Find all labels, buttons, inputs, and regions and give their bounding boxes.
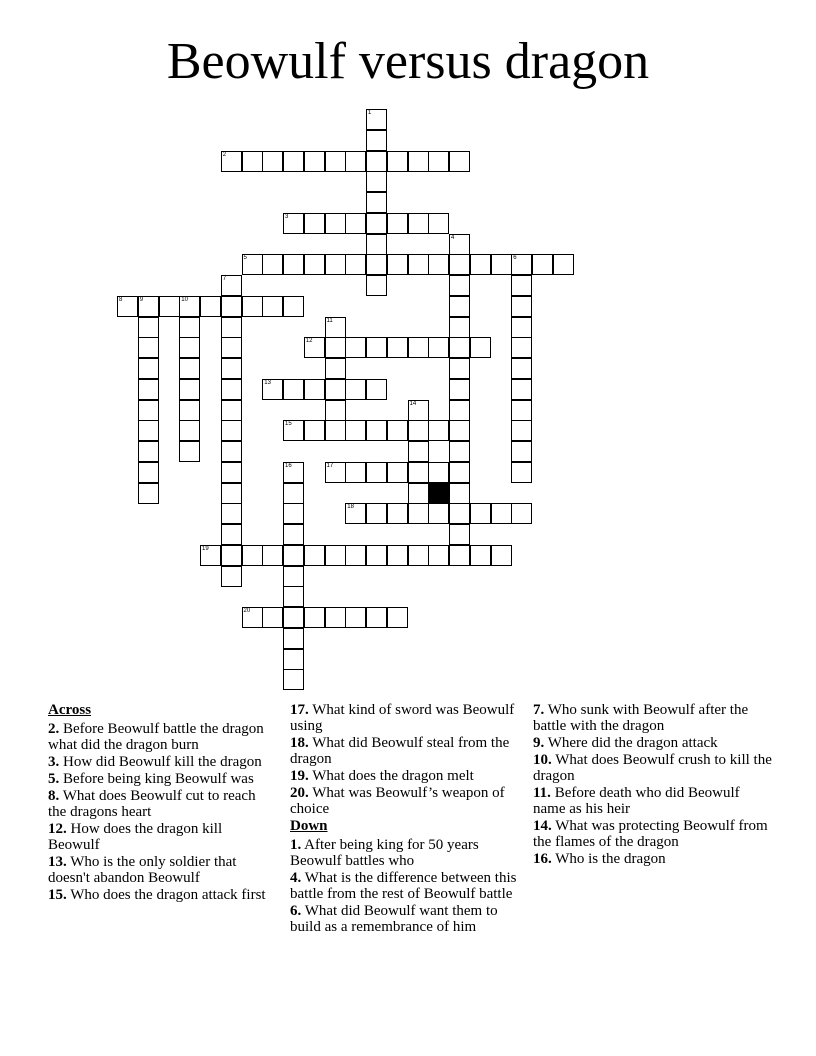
clue-item: 1. After being king for 50 years Beowulf battles who bbox=[290, 837, 479, 869]
grid-cell[interactable] bbox=[449, 337, 470, 358]
grid-cell[interactable] bbox=[366, 545, 387, 566]
grid-cell[interactable] bbox=[449, 317, 470, 338]
grid-cell[interactable] bbox=[221, 337, 242, 358]
grid-cell[interactable] bbox=[428, 545, 449, 566]
grid-cell[interactable] bbox=[511, 400, 532, 421]
clue-item: 17. What kind of sword was Beowulf using bbox=[290, 702, 515, 734]
grid-cell[interactable] bbox=[366, 171, 387, 192]
clue-item-number: 15. bbox=[48, 887, 67, 903]
across-clue-list-part2 bbox=[290, 702, 520, 817]
clues-column-1 bbox=[48, 702, 268, 904]
grid-cell[interactable] bbox=[304, 254, 325, 275]
clue-item: 7. Who sunk with Beowulf after the battle with the dragon bbox=[533, 702, 749, 734]
grid-cell[interactable] bbox=[283, 628, 304, 649]
grid-cell[interactable] bbox=[304, 379, 325, 400]
grid-cell[interactable] bbox=[345, 420, 366, 441]
grid-cell[interactable] bbox=[366, 234, 387, 255]
grid-cell[interactable] bbox=[345, 503, 366, 524]
across-clue-list-part1 bbox=[48, 721, 268, 903]
grid-cell[interactable] bbox=[491, 545, 512, 566]
grid-cell[interactable] bbox=[449, 420, 470, 441]
clue-item: 5. Before being king Beowulf was bbox=[48, 771, 254, 787]
clue-number: 16 bbox=[285, 462, 292, 469]
grid-cell[interactable] bbox=[283, 503, 304, 524]
clue-number: 6 bbox=[513, 255, 517, 262]
clue-item-number: 2. bbox=[48, 721, 60, 737]
grid-cell[interactable] bbox=[387, 254, 408, 275]
grid-cell[interactable] bbox=[470, 545, 491, 566]
grid-cell[interactable] bbox=[283, 462, 304, 483]
grid-cell[interactable] bbox=[408, 400, 429, 421]
grid-cell[interactable] bbox=[511, 254, 532, 275]
grid-cell[interactable] bbox=[470, 503, 491, 524]
grid-cell[interactable] bbox=[366, 379, 387, 400]
clue-item-number: 3. bbox=[48, 754, 60, 770]
clue-item-number: 18. bbox=[290, 735, 309, 751]
clue-item: 11. Before death who did Beowulf name as his heir bbox=[533, 785, 740, 817]
grid-cell[interactable] bbox=[283, 483, 304, 504]
grid-cell[interactable] bbox=[221, 503, 242, 524]
grid-cell[interactable] bbox=[449, 254, 470, 275]
grid-cell[interactable] bbox=[511, 317, 532, 338]
clue-number: 3 bbox=[285, 213, 289, 220]
clue-item-number: 8. bbox=[48, 788, 60, 804]
grid-cell[interactable] bbox=[138, 358, 159, 379]
grid-cell[interactable] bbox=[325, 254, 346, 275]
grid-cell[interactable] bbox=[491, 503, 512, 524]
clue-item: 9. Where did the dragon attack bbox=[533, 735, 718, 751]
grid-cell[interactable] bbox=[325, 213, 346, 234]
clue-number: 19 bbox=[202, 545, 209, 552]
clue-item-number: 9. bbox=[533, 735, 545, 751]
grid-cell[interactable] bbox=[511, 441, 532, 462]
grid-cell[interactable] bbox=[138, 317, 159, 338]
grid-cell[interactable] bbox=[179, 379, 200, 400]
grid-cell[interactable] bbox=[221, 420, 242, 441]
grid-cell[interactable] bbox=[387, 337, 408, 358]
grid-cell[interactable] bbox=[138, 400, 159, 421]
clue-item: 10. What does Beowulf crush to kill the dragon bbox=[533, 752, 772, 784]
clue-item: 3. How did Beowulf kill the dragon bbox=[48, 754, 262, 770]
grid-cell[interactable] bbox=[325, 462, 346, 483]
grid-cell[interactable] bbox=[262, 296, 283, 317]
grid-cell[interactable] bbox=[387, 420, 408, 441]
grid-cell[interactable] bbox=[408, 151, 429, 172]
clue-item: 18. What did Beowulf steal from the dragon bbox=[290, 735, 510, 767]
grid-cell[interactable] bbox=[345, 607, 366, 628]
grid-cell[interactable] bbox=[491, 254, 512, 275]
grid-cell[interactable] bbox=[221, 400, 242, 421]
grid-cell[interactable] bbox=[428, 254, 449, 275]
grid-cell[interactable] bbox=[179, 296, 200, 317]
grid-cell[interactable] bbox=[221, 317, 242, 338]
grid-cell[interactable] bbox=[325, 420, 346, 441]
grid-cell[interactable] bbox=[449, 275, 470, 296]
grid-cell-blocked bbox=[428, 483, 449, 504]
clue-item: 6. What did Beowulf want them to build as a remembrance of him bbox=[290, 903, 498, 935]
clue-item-number: 7. bbox=[533, 702, 545, 718]
grid-cell[interactable] bbox=[366, 275, 387, 296]
grid-cell[interactable] bbox=[304, 420, 325, 441]
grid-cell[interactable] bbox=[511, 358, 532, 379]
grid-cell[interactable] bbox=[304, 337, 325, 358]
grid-cell[interactable] bbox=[200, 545, 221, 566]
clue-number: 15 bbox=[285, 421, 292, 428]
grid-cell[interactable] bbox=[428, 337, 449, 358]
clue-item-number: 19. bbox=[290, 768, 309, 784]
grid-cell[interactable] bbox=[428, 151, 449, 172]
clue-item: 2. Before Beowulf battle the dragon what did the dragon burn bbox=[48, 721, 264, 753]
grid-cell[interactable] bbox=[325, 317, 346, 338]
grid-cell[interactable] bbox=[325, 379, 346, 400]
clue-item-number: 14. bbox=[533, 818, 552, 834]
grid-cell[interactable] bbox=[511, 296, 532, 317]
across-heading: Across bbox=[48, 702, 92, 718]
clue-item: 8. What does Beowulf cut to reach the dragons heart bbox=[48, 788, 256, 820]
grid-cell[interactable] bbox=[221, 462, 242, 483]
grid-cell[interactable] bbox=[221, 524, 242, 545]
grid-cell[interactable] bbox=[345, 462, 366, 483]
clue-number: 8 bbox=[119, 296, 123, 303]
grid-cell[interactable] bbox=[511, 275, 532, 296]
clue-item-number: 13. bbox=[48, 854, 67, 870]
grid-cell[interactable] bbox=[262, 607, 283, 628]
grid-cell[interactable] bbox=[221, 275, 242, 296]
grid-cell[interactable] bbox=[449, 358, 470, 379]
grid-cell[interactable] bbox=[345, 254, 366, 275]
grid-cell[interactable] bbox=[262, 151, 283, 172]
grid-cell[interactable] bbox=[366, 213, 387, 234]
clue-item: 16. Who is the dragon bbox=[533, 851, 666, 867]
grid-cell[interactable] bbox=[221, 483, 242, 504]
grid-cell[interactable] bbox=[408, 441, 429, 462]
grid-cell[interactable] bbox=[262, 254, 283, 275]
clue-number: 12 bbox=[305, 338, 313, 345]
clue-item: 19. What does the dragon melt bbox=[290, 768, 474, 784]
grid-cell[interactable] bbox=[470, 337, 491, 358]
grid-cell[interactable] bbox=[387, 607, 408, 628]
grid-cell[interactable] bbox=[366, 420, 387, 441]
grid-cell[interactable] bbox=[511, 337, 532, 358]
clue-item-number: 1. bbox=[290, 837, 302, 853]
grid-cell[interactable] bbox=[283, 669, 304, 690]
clue-number: 10 bbox=[181, 296, 188, 303]
grid-cell[interactable] bbox=[221, 296, 242, 317]
grid-cell[interactable] bbox=[262, 545, 283, 566]
clue-item-number: 5. bbox=[48, 771, 60, 787]
grid-cell[interactable] bbox=[242, 151, 263, 172]
clue-number: 4 bbox=[451, 234, 455, 241]
grid-cell[interactable] bbox=[449, 296, 470, 317]
grid-cell[interactable] bbox=[283, 586, 304, 607]
grid-cell[interactable] bbox=[304, 607, 325, 628]
clue-item: 20. What was Beowulf’s weapon of choice bbox=[290, 785, 505, 817]
clue-item-number: 20. bbox=[290, 785, 309, 801]
grid-cell[interactable] bbox=[221, 566, 242, 587]
grid-cell[interactable] bbox=[262, 379, 283, 400]
grid-cell[interactable] bbox=[428, 503, 449, 524]
grid-cell[interactable] bbox=[449, 483, 470, 504]
grid-cell[interactable] bbox=[179, 400, 200, 421]
grid-cell[interactable] bbox=[345, 213, 366, 234]
grid-cell[interactable] bbox=[345, 379, 366, 400]
grid-cell[interactable] bbox=[408, 337, 429, 358]
grid-cell[interactable] bbox=[428, 213, 449, 234]
clue-item-number: 10. bbox=[533, 752, 552, 768]
grid-cell[interactable] bbox=[449, 151, 470, 172]
grid-cell[interactable] bbox=[366, 607, 387, 628]
clue-item-number: 6. bbox=[290, 903, 302, 919]
clue-number: 13 bbox=[264, 379, 271, 386]
clue-item-number: 17. bbox=[290, 702, 309, 718]
grid-cell[interactable] bbox=[283, 566, 304, 587]
grid-cell[interactable] bbox=[179, 420, 200, 441]
grid-cell[interactable] bbox=[138, 379, 159, 400]
clue-item: 13. Who is the only soldier that doesn't abandon Beowulf bbox=[48, 854, 237, 886]
grid-cell[interactable] bbox=[221, 545, 242, 566]
grid-cell[interactable] bbox=[325, 545, 346, 566]
grid-cell[interactable] bbox=[511, 503, 532, 524]
grid-cell[interactable] bbox=[283, 213, 304, 234]
grid-cell[interactable] bbox=[387, 213, 408, 234]
grid-cell[interactable] bbox=[532, 254, 553, 275]
grid-cell[interactable] bbox=[345, 545, 366, 566]
grid-cell[interactable] bbox=[325, 151, 346, 172]
grid-cell[interactable] bbox=[511, 420, 532, 441]
grid-cell[interactable] bbox=[408, 503, 429, 524]
clues-column-2 bbox=[290, 702, 520, 936]
grid-cell[interactable] bbox=[408, 420, 429, 441]
clue-number: 20 bbox=[243, 608, 251, 614]
grid-cell[interactable] bbox=[408, 483, 429, 504]
grid-cell[interactable] bbox=[387, 545, 408, 566]
grid-cell[interactable] bbox=[179, 358, 200, 379]
grid-cell[interactable] bbox=[242, 607, 263, 628]
grid-cell[interactable] bbox=[408, 462, 429, 483]
grid-cell[interactable] bbox=[283, 379, 304, 400]
grid-cell[interactable] bbox=[138, 296, 159, 317]
grid-cell[interactable] bbox=[449, 441, 470, 462]
grid-cell[interactable] bbox=[449, 524, 470, 545]
grid-cell[interactable] bbox=[221, 151, 242, 172]
grid-cell[interactable] bbox=[242, 296, 263, 317]
clue-number: 9 bbox=[139, 296, 144, 303]
grid-cell[interactable] bbox=[449, 462, 470, 483]
grid-cell[interactable] bbox=[283, 151, 304, 172]
grid-cell[interactable] bbox=[283, 254, 304, 275]
clue-item-number: 16. bbox=[533, 851, 552, 867]
grid-cell[interactable] bbox=[366, 151, 387, 172]
clue-number: 11 bbox=[326, 317, 333, 324]
grid-cell[interactable] bbox=[138, 483, 159, 504]
grid-cell[interactable] bbox=[366, 109, 387, 130]
grid-cell[interactable] bbox=[283, 607, 304, 628]
grid-cell[interactable] bbox=[138, 462, 159, 483]
clue-item: 14. What was protecting Beowulf from the flames of the dragon bbox=[533, 818, 768, 850]
clue-number: 1 bbox=[368, 110, 372, 116]
grid-cell[interactable] bbox=[325, 607, 346, 628]
grid-cell[interactable] bbox=[325, 400, 346, 421]
grid-cell[interactable] bbox=[366, 254, 387, 275]
grid-cell[interactable] bbox=[179, 337, 200, 358]
grid-cell[interactable] bbox=[325, 358, 346, 379]
grid-cell[interactable] bbox=[428, 462, 449, 483]
clue-number: 17 bbox=[326, 462, 334, 469]
grid-cell[interactable] bbox=[408, 545, 429, 566]
down-clue-list-part1 bbox=[290, 837, 520, 935]
grid-cell[interactable] bbox=[408, 213, 429, 234]
grid-cell[interactable] bbox=[179, 317, 200, 338]
grid-cell[interactable] bbox=[553, 254, 574, 275]
grid-cell[interactable] bbox=[242, 254, 263, 275]
grid-cell[interactable] bbox=[117, 296, 138, 317]
grid-cell[interactable] bbox=[283, 296, 304, 317]
grid-cell[interactable] bbox=[200, 296, 221, 317]
grid-cell[interactable] bbox=[283, 524, 304, 545]
clue-number: 5 bbox=[243, 255, 247, 262]
grid-cell[interactable] bbox=[345, 337, 366, 358]
grid-cell[interactable] bbox=[283, 545, 304, 566]
grid-cell[interactable] bbox=[179, 441, 200, 462]
grid-cell[interactable] bbox=[304, 213, 325, 234]
grid-cell[interactable] bbox=[387, 462, 408, 483]
grid-cell[interactable] bbox=[304, 151, 325, 172]
clues-column-3 bbox=[533, 702, 773, 868]
grid-cell[interactable] bbox=[387, 503, 408, 524]
grid-cell[interactable] bbox=[366, 192, 387, 213]
grid-cell[interactable] bbox=[449, 400, 470, 421]
clue-number: 18 bbox=[347, 504, 354, 511]
clue-item: 4. What is the difference between this battle from the rest of Beowulf battle bbox=[290, 870, 517, 902]
grid-cell[interactable] bbox=[345, 151, 366, 172]
grid-cell[interactable] bbox=[470, 254, 491, 275]
down-clue-list-part2 bbox=[533, 702, 773, 867]
clue-item-number: 12. bbox=[48, 821, 67, 837]
grid-cell[interactable] bbox=[449, 379, 470, 400]
page-title: Beowulf versus dragon bbox=[166, 33, 650, 90]
clue-item-number: 11. bbox=[533, 785, 551, 801]
grid-cell[interactable] bbox=[366, 337, 387, 358]
grid-cell[interactable] bbox=[387, 151, 408, 172]
grid-cell[interactable] bbox=[511, 379, 532, 400]
grid-cell[interactable] bbox=[138, 337, 159, 358]
grid-cell[interactable] bbox=[283, 649, 304, 670]
grid-cell[interactable] bbox=[138, 420, 159, 441]
grid-cell[interactable] bbox=[366, 130, 387, 151]
grid-cell[interactable] bbox=[221, 441, 242, 462]
clue-number: 14 bbox=[409, 400, 417, 407]
grid-cell[interactable] bbox=[449, 503, 470, 524]
grid-cell[interactable] bbox=[449, 545, 470, 566]
grid-cell[interactable] bbox=[511, 462, 532, 483]
clue-item-number: 4. bbox=[290, 870, 302, 886]
grid-cell[interactable] bbox=[159, 296, 180, 317]
grid-cell[interactable] bbox=[304, 545, 325, 566]
grid-cell[interactable] bbox=[408, 254, 429, 275]
grid-cell[interactable] bbox=[242, 545, 263, 566]
grid-cell[interactable] bbox=[325, 337, 346, 358]
grid-cell[interactable] bbox=[138, 441, 159, 462]
clue-item: 15. Who does the dragon attack first bbox=[48, 887, 266, 903]
grid-cell[interactable] bbox=[221, 358, 242, 379]
grid-cell[interactable] bbox=[221, 379, 242, 400]
clue-item: 12. How does the dragon kill Beowulf bbox=[48, 821, 223, 853]
clue-number: 7 bbox=[222, 276, 227, 282]
grid-cell[interactable] bbox=[449, 234, 470, 255]
grid-cell[interactable] bbox=[366, 462, 387, 483]
down-heading: Down bbox=[290, 818, 328, 834]
grid-cell[interactable] bbox=[366, 503, 387, 524]
grid-cell[interactable] bbox=[428, 420, 449, 441]
clue-number: 2 bbox=[222, 151, 227, 158]
grid-cell[interactable] bbox=[283, 420, 304, 441]
